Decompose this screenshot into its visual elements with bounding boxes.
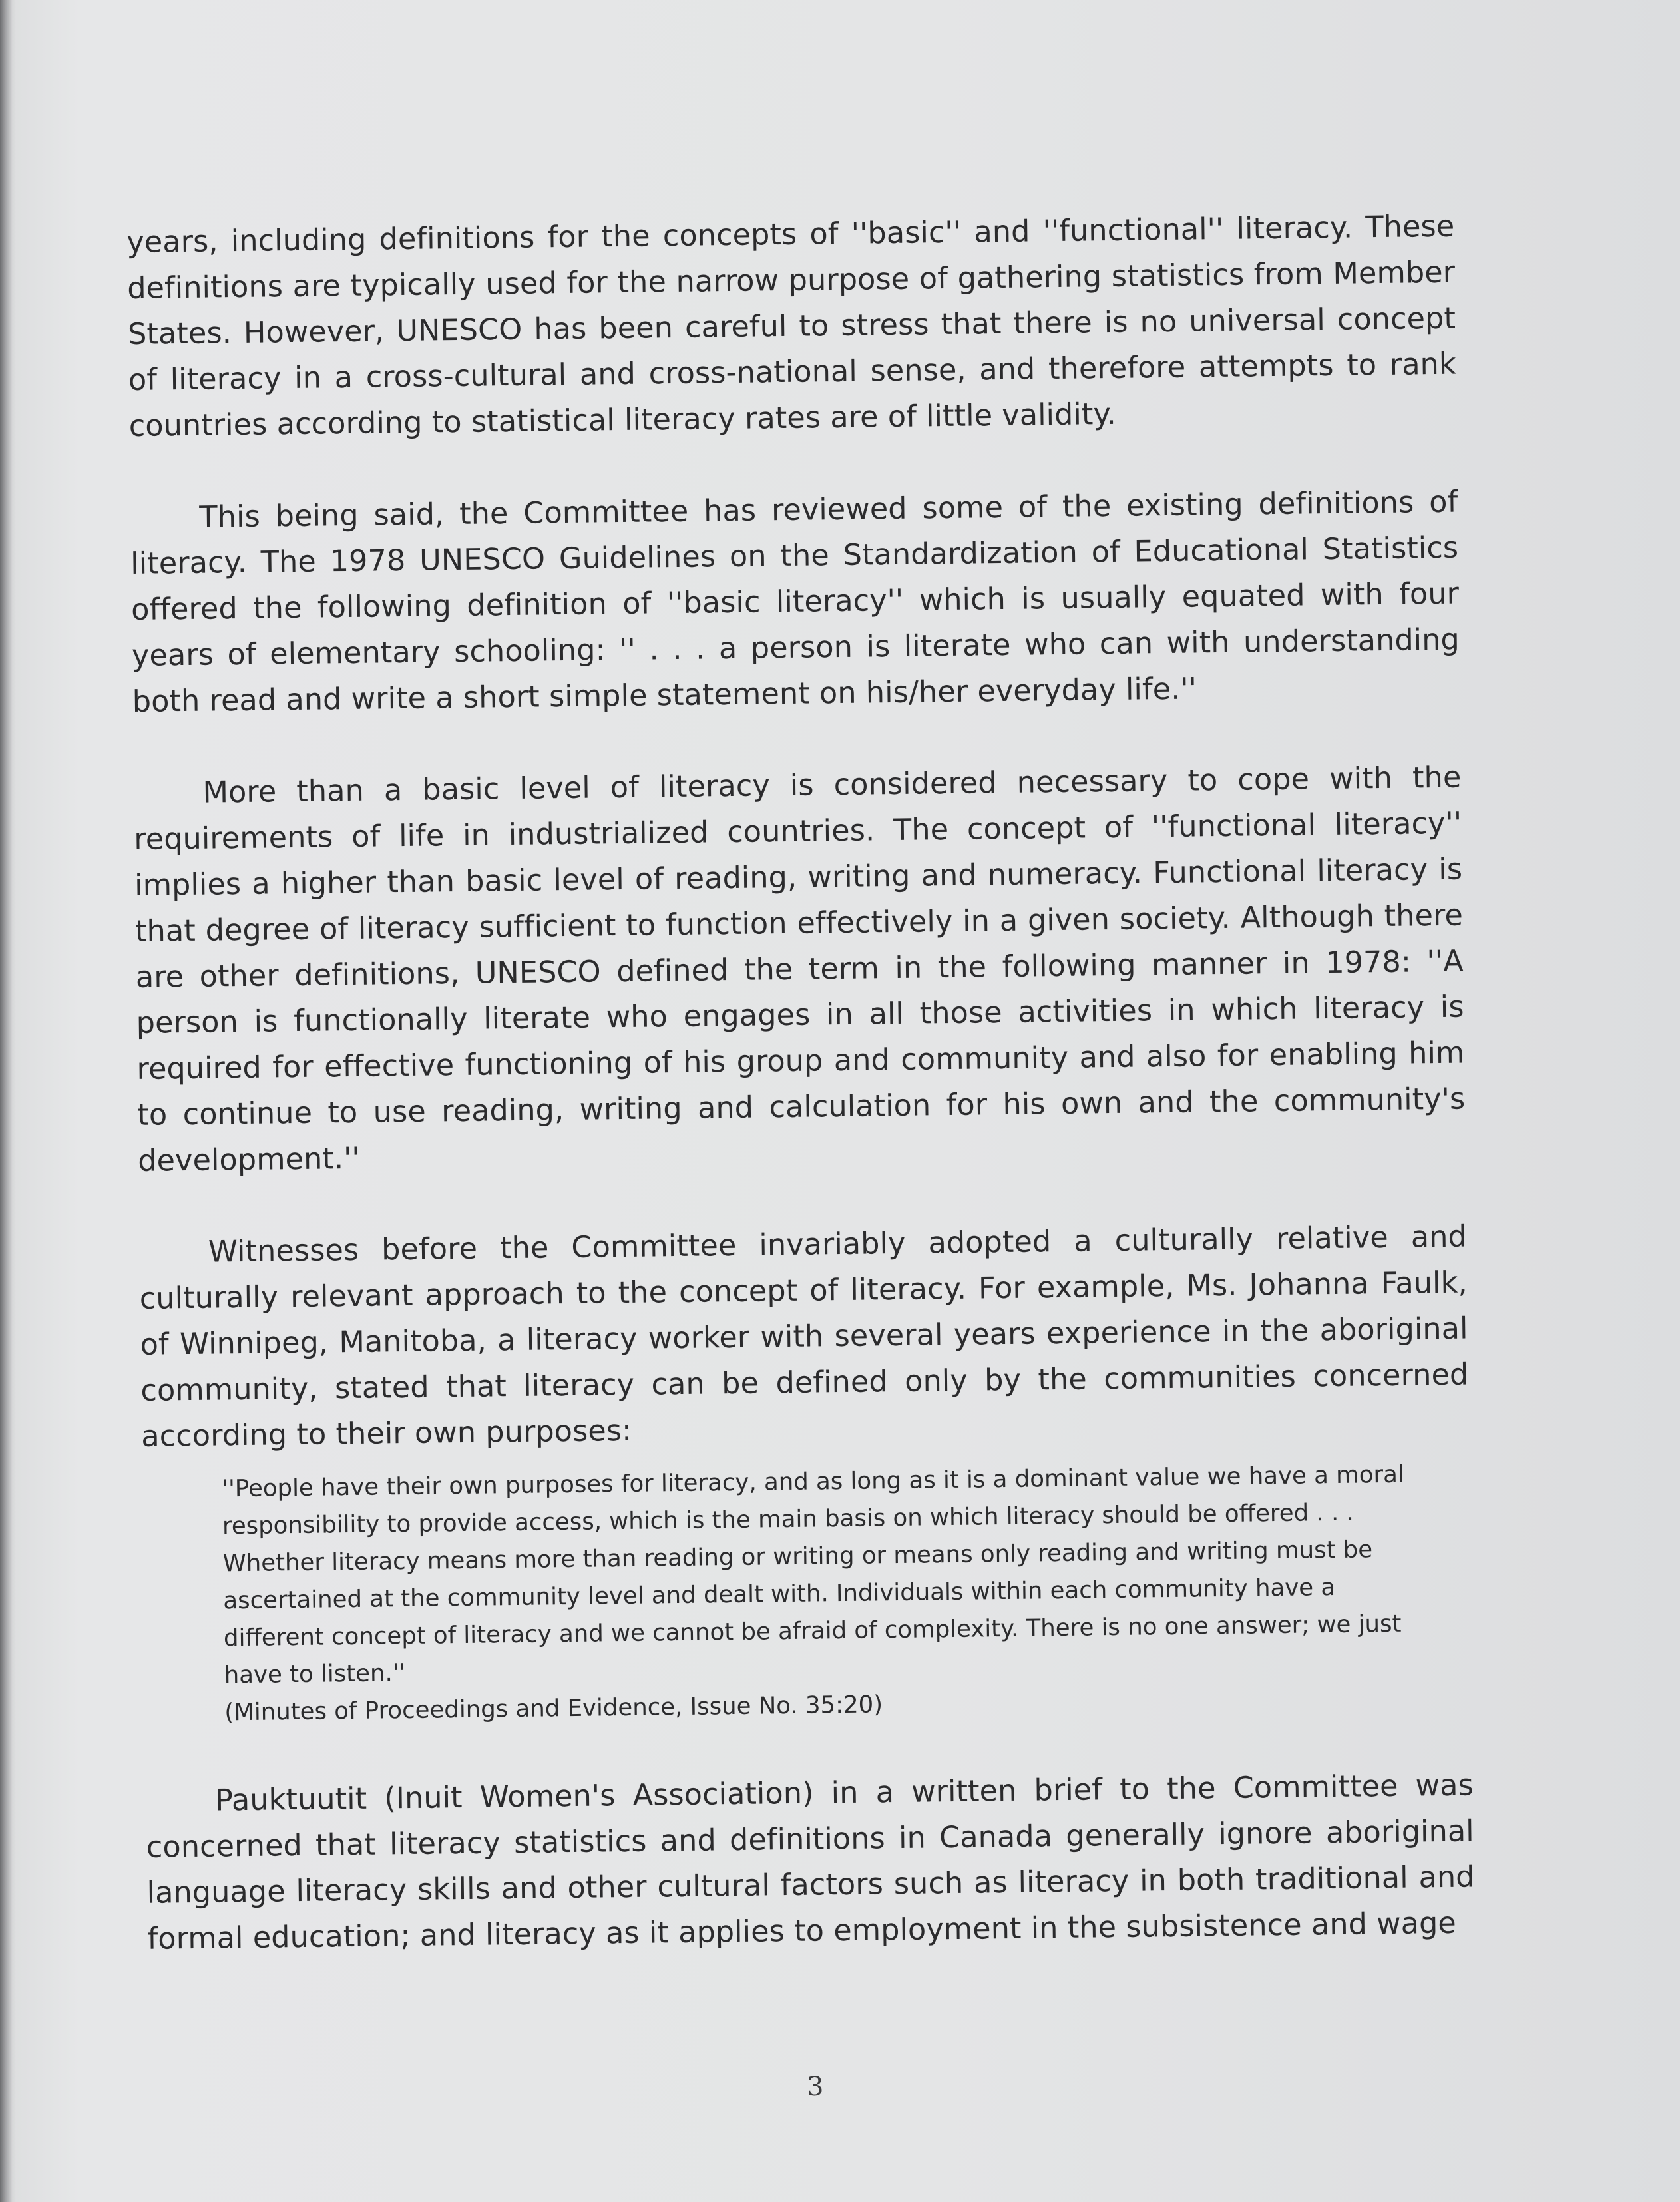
paragraph-5: Pauktuutit (Inuit Women's Association) in a written brief to the Committee was concerned that literacy statistics and definitions in Canada generally ignore aboriginal language literacy skills and other cultural factors such as literacy in both traditional and formal education; and literacy as it applies to employment in the subsistence and wage	[146, 1768, 1475, 1956]
paragraph-2: This being said, the Committee has reviewed some of the existing definitions of literacy. The 1978 UNESCO Guidelines on the Standardization of Educational Statistics offered the following definition of ''basic literacy'' which is usually equated with four years of elementary schooling: '' . . . a person is literate who can with understanding both read and write a short simple statement on his/her everyday life.''	[130, 485, 1460, 719]
paragraph-3: More than a basic level of literacy is considered necessary to cope with the requirements of life in industrialized countries. The concept of ''functional literacy'' implies a higher than basic level of reading, writing and numeracy. Functional literacy is that degree of literacy sufficient to function effectively in a given society. Although there are other definitions, UNESCO defined the term in the following manner in 1978: ''A person is functionally literate who engages in all those activities in which literacy is required for effective functioning of his group and community and also for enabling him to continue to use reading, writing and calculation for his own and the community's development.''	[134, 760, 1466, 1178]
block-quote	[222, 1444, 1430, 1731]
quote-text: ''People have their own purposes for literacy, and as long as it is a dominant value we have a moral responsibility to provide access, which is the main basis on which literacy should be offered . . . Whether literacy means more than reading or writing or means only reading and writing must be ascertained at the community level and dealt with. Individuals within each community have a different concept of literacy and we cannot be afraid of complexity. There is no one answer; we just have to listen.''	[222, 1460, 1404, 1689]
page-number: 3	[807, 2072, 824, 2102]
document-body	[126, 204, 1476, 1962]
paragraph-4: Witnesses before the Committee invariably adopted a culturally relative and culturally relevant approach to the concept of literacy. For example, Ms. Johanna Faulk, of Winnipeg, Manitoba, a literacy worker with several years experience in the aboriginal community, stated that literacy can be defined only by the communities concerned according to their own purposes:	[139, 1219, 1469, 1454]
page-edge	[0, 0, 12, 2202]
paragraph-1: years, including definitions for the concepts of ''basic'' and ''functional'' literacy. These definitions are typically used for the narrow purpose of gathering statistics from Member States. However, UNESCO has been careful to stress that there is no universal concept of literacy in a cross-cultural and cross-national sense, and therefore attempts to rank countries according to statistical literacy rates are of little validity.	[126, 209, 1457, 443]
quote-citation: (Minutes of Proceedings and Evidence, Issue No. 35:20)	[224, 1691, 883, 1727]
